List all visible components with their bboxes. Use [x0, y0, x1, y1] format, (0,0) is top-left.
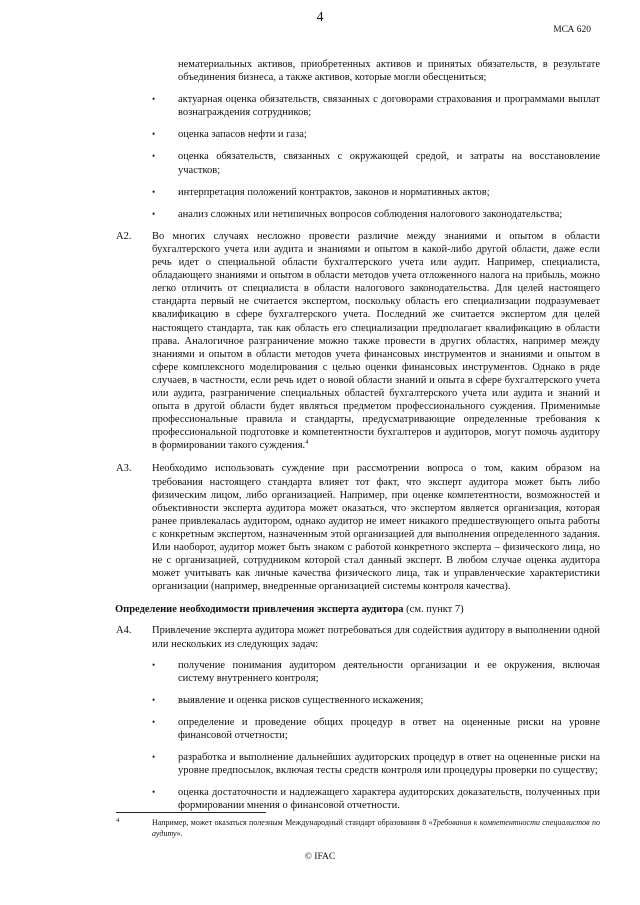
list-item-text: оценка запасов нефти и газа;: [178, 129, 307, 141]
copyright: © IFAC: [304, 852, 336, 862]
bullet-icon: •: [152, 94, 156, 105]
list-item: [116, 186, 600, 199]
paragraph-text: Привлечение эксперта аудитора может потребоваться для содействия аудитору в выполнении одной или нескольких из следующих задач:: [152, 625, 600, 650]
list-item: [116, 128, 600, 141]
section-heading-text: Определение необходимости привлечения эксперта аудитора: [115, 604, 404, 616]
paragraph-text: Во многих случаях несложно провести различие между знаниями и опытом в области бухгалтерского учета или аудита и знаниями и опытом в какой-либо другой области, даже если речь идет о специальной области бухгалтерского учета или аудит. Например, специалиста, обладающего знаниями и опытом в области методов учета отложенного налога на прибыль, можно легко отличить от специалиста в области налогового законодательства. Для целей настоящего стандарта первый не считается экспертом, поскольку область его специализации подразумевает квалификацию в сфере бухгалтерского учета. Последний же считается экспертом для целей настоящего стандарта, так как область его специализации предполагает квалификацию в области права. Аналогичное разграничение можно также провести в других областях, например между знаниями и опытом в области методов учета финансовых инструментов и знаниями и опытом в сфере комплексного моделирования с целью оценки финансовых инструментов. Однако в ряде случаев, в частности, если речь идет о новой области знаний и опыта в сфере бухгалтерского учета или аудита, разграничение специальных областей бухгалтерского учета или аудита и знаний и опыта в другой области будет являться предметом профессионального суждения. Применимые профессиональные правила и стандарты, предусматривающие определенные требования к профессиональной подготовке и компетентности бухгалтеров и аудиторов, могут помочь аудитору в формировании такого суждения.: [152, 230, 600, 452]
section-heading: [115, 603, 600, 616]
top-bullet-list: [116, 93, 600, 221]
page-content: [116, 58, 600, 823]
list-item-text: анализ сложных или нетипичных вопросов соблюдения налогового законодательства;: [178, 208, 563, 220]
footnote-divider: [116, 812, 266, 813]
list-item: [152, 694, 600, 707]
list-item-text: выявление и оценка рисков существенного искажения;: [178, 694, 424, 706]
paragraph-text: Необходимо использовать суждение при рассмотрении вопроса о том, каким образом на требования настоящего стандарта влияет тот факт, что эксперт аудитора может быть либо физическим лицом, либо организацией. Например, при оценке компетентности, возможностей и объективности эксперта аудитора может оказаться, что экспертом является организация, которая ранее привлекалась аудитором, однако аудитор не имеет никакого предшествующего опыта работы с конкретным экспертом, назначенным этой организацией для выполнения определенного задания. Или наоборот, аудитор может быть знаком с работой конкретного эксперта – физического лица, но не с организацией, сотрудником которой стал данный эксперт. В любом случае оценка аудитора может учитывать как личные качества физического лица, так и управленческие характеристики организации (например, внедренные организацией системы контроля качества).: [152, 463, 600, 593]
bullet-icon: •: [152, 208, 156, 219]
a4-bullet-list: [152, 659, 600, 813]
footnote-reference[interactable]: 4: [305, 438, 309, 446]
paragraph-a4: [116, 624, 600, 812]
footnote-text: Например, может оказаться полезным Международный стандарт образования 8 «: [152, 818, 433, 827]
paragraph-number: A3.: [116, 463, 132, 475]
list-item: [152, 751, 600, 777]
page-number: 4: [316, 10, 324, 25]
list-item-text: оценка обязательств, связанных с окружающей средой, и затраты на восстановление участков;: [178, 151, 600, 176]
paragraph-number: A2.: [116, 230, 132, 242]
paragraph-a3: [116, 462, 600, 593]
footnote-number: 4: [116, 817, 120, 824]
footnote-body: [116, 817, 600, 839]
list-item: [152, 659, 600, 685]
bullet-icon: •: [152, 752, 156, 763]
list-item: [116, 208, 600, 221]
bullet-icon: •: [152, 659, 156, 670]
list-item: [116, 150, 600, 176]
bullet-continuation: нематериальных активов, приобретенных активов и принятых обязательств, в результате объединения бизнеса, а также активов, которые могли обесцениться;: [178, 59, 600, 84]
list-item-text: оценка достаточности и надлежащего характера аудиторских доказательств, полученных при формировании мнения о финансовой отчетности.: [178, 787, 600, 812]
paragraph-number: A4.: [116, 625, 132, 637]
paragraph-a2: [116, 230, 600, 453]
paragraph-body: [152, 230, 600, 453]
bullet-icon: •: [152, 151, 156, 162]
footnote-text-end: ».: [176, 829, 183, 838]
list-item-text: получение понимания аудитором деятельности организации и ее окружения, включая систему внутреннего контроля;: [178, 659, 600, 684]
bullet-icon: •: [152, 787, 156, 798]
section-reference: (см. пункт 7): [403, 604, 464, 616]
standard-code: МСА 620: [553, 25, 591, 35]
bullet-icon: •: [152, 694, 156, 705]
bullet-icon: •: [152, 716, 156, 727]
footnote: [116, 817, 600, 839]
footnote-title: Требования к компетентности специалистов по аудиту: [152, 818, 601, 838]
bullet-icon: •: [152, 186, 156, 197]
list-item-text: определение и проведение общих процедур в ответ на оцененные риски на уровне финансовой отчетности;: [178, 716, 600, 742]
list-item-text: интерпретация положений контрактов, законов и нормативных актов;: [178, 186, 490, 198]
list-item-text: актуарная оценка обязательств, связанных с договорами страхования и программами выплат вознаграждения сотрудников;: [178, 94, 600, 119]
list-item-text: разработка и выполнение дальнейших аудиторских процедур в ответ на оцененные риски на уровне предпосылок, включая тесты средств контроля или процедуры проверки по существу;: [178, 752, 600, 777]
list-item: [152, 716, 600, 742]
list-item: [116, 93, 600, 119]
bullet-icon: •: [152, 129, 156, 140]
list-item: [152, 786, 600, 812]
